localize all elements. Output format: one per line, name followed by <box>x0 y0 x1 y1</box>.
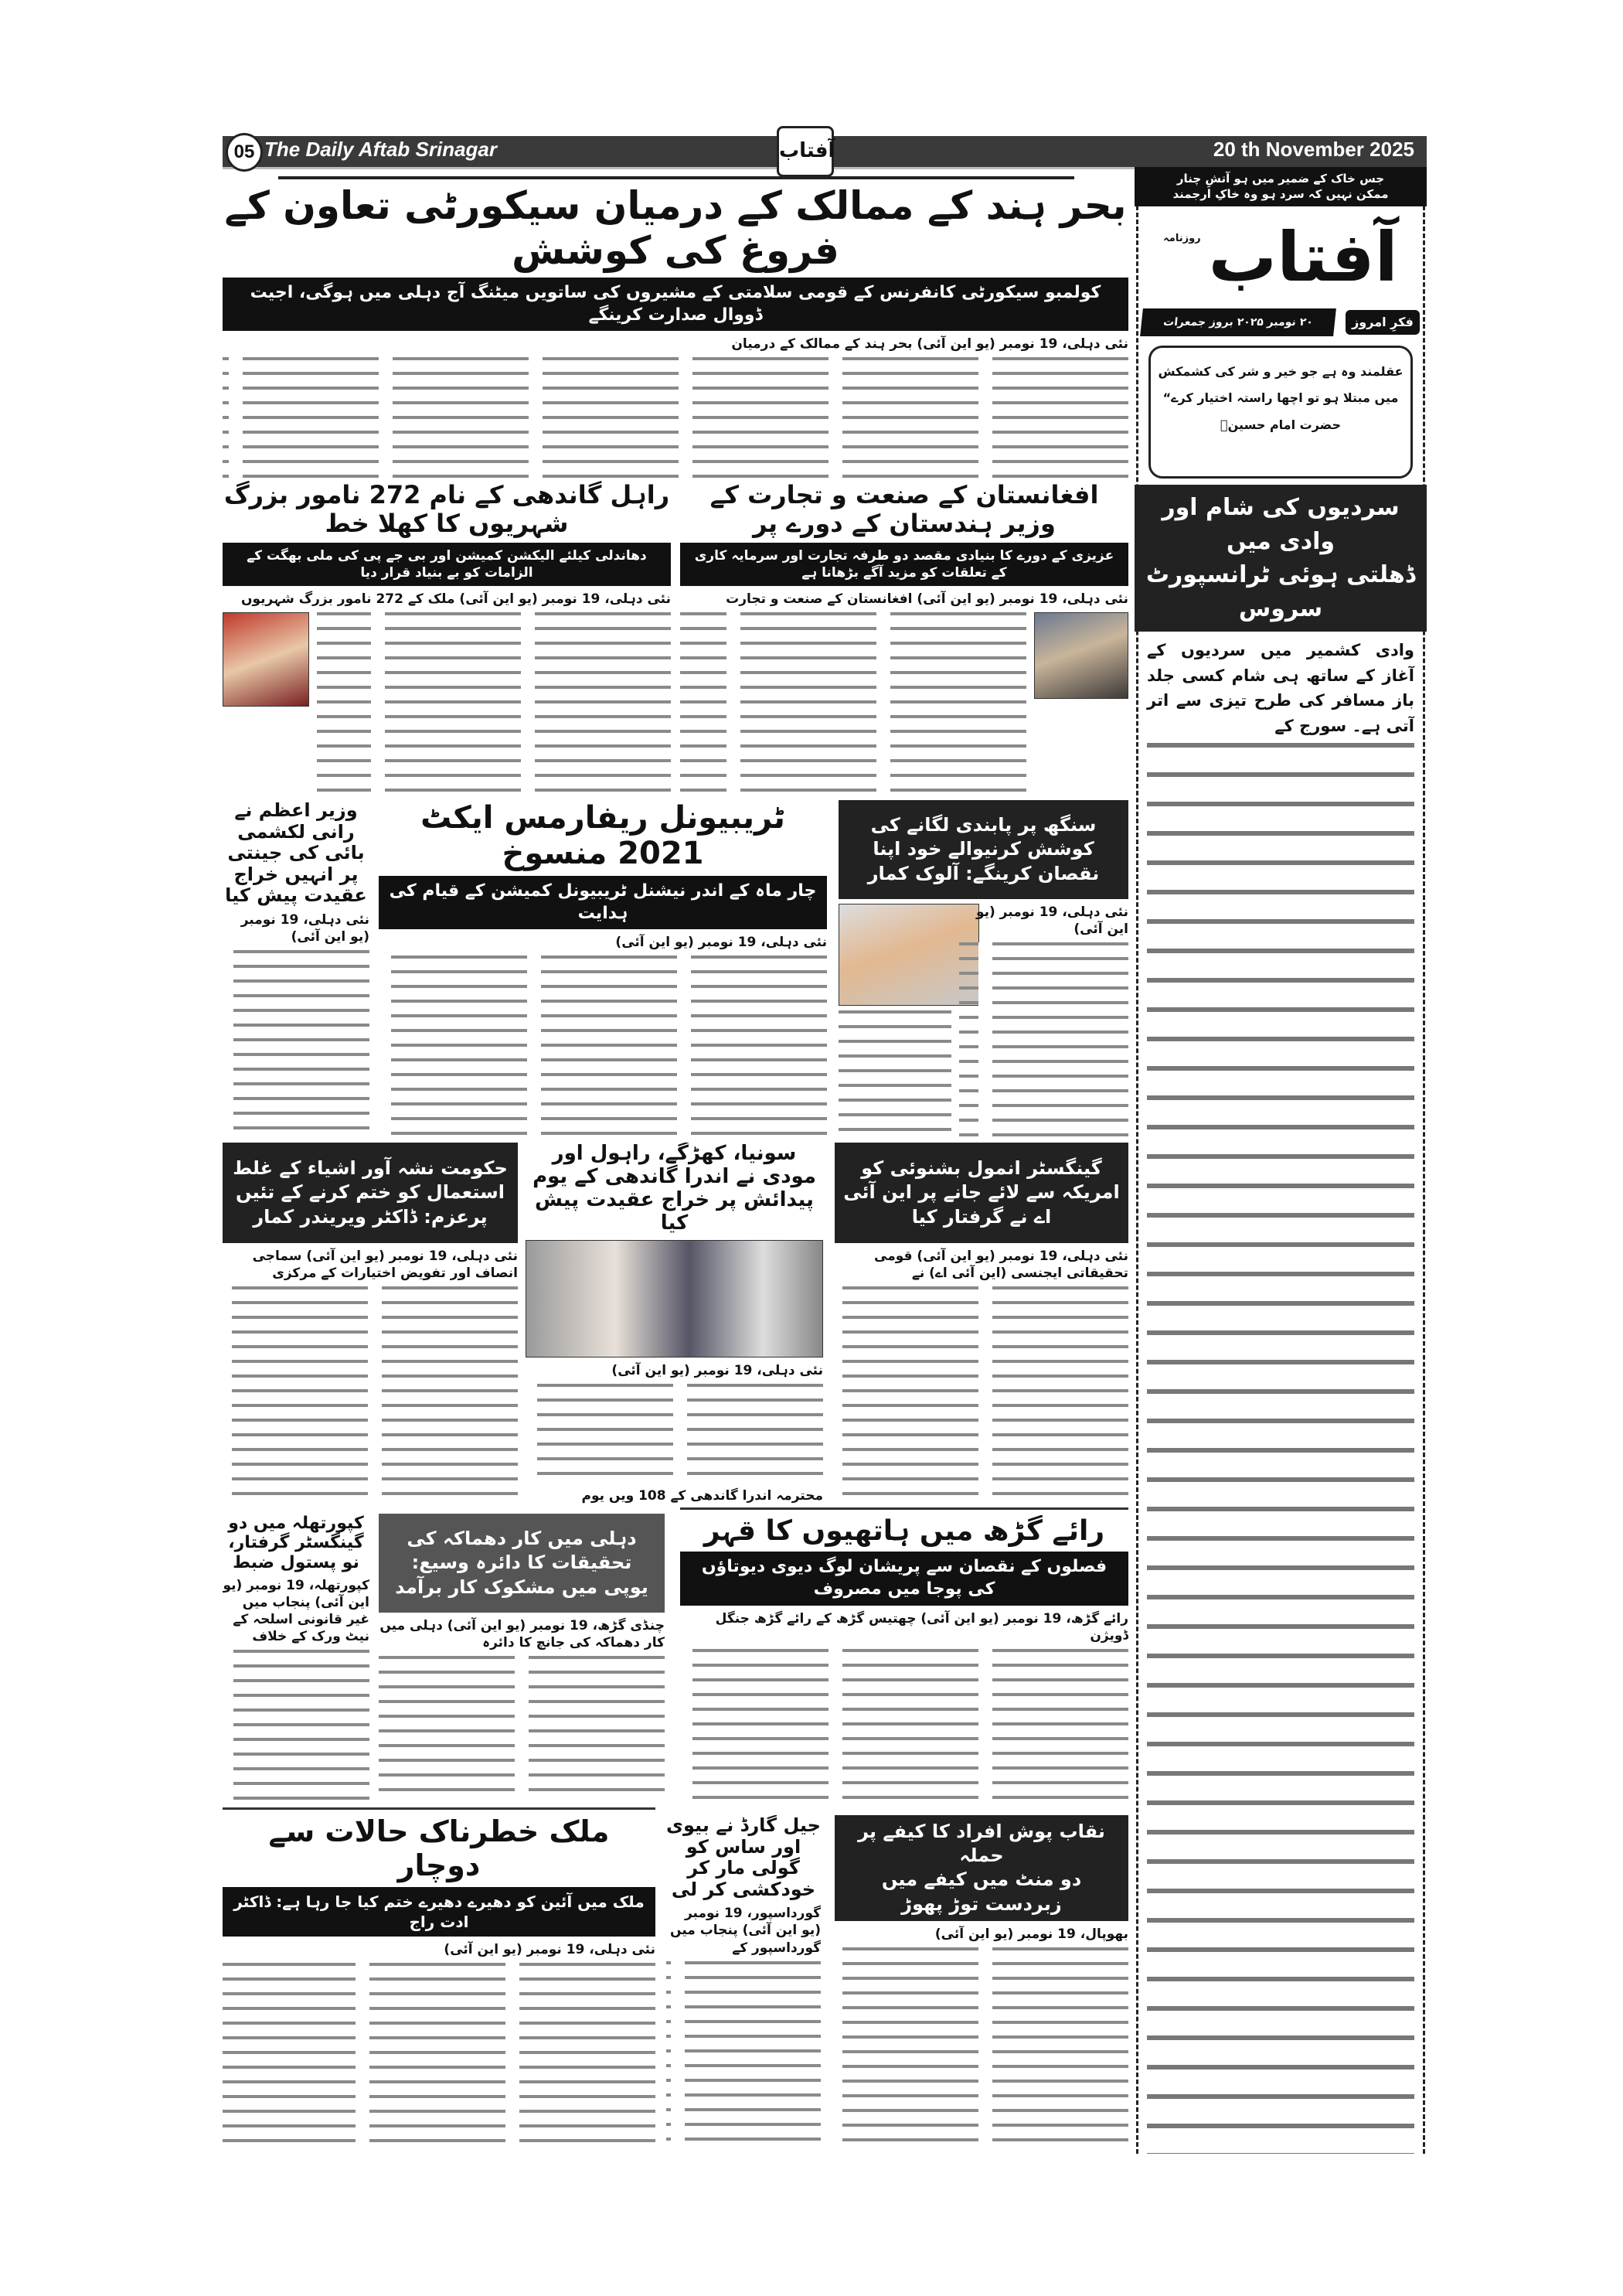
delhi-blast-headline: دہلی میں کار دھماکہ کی تحقیقات کا دائرہ وسیع: <box>407 1528 637 1574</box>
indira-tribute-article <box>526 1143 823 1504</box>
tribunal-subheadline: چار ماہ کے اندر نیشنل ٹریبیونل کمیشن کے قیام کی ہدایت <box>379 876 827 929</box>
divider <box>223 1807 655 1810</box>
quote-line-2: میں مبتلا ہو تو اچھا راستہ اختیار کرے“ <box>1162 390 1399 406</box>
editorial-headline: سردیوں کی شام اور وادی میں <box>1162 494 1400 555</box>
drugs-body <box>223 1286 518 1504</box>
masthead-logo-sub: روزنامہ <box>1163 233 1201 244</box>
afghan-minister-body <box>680 612 1128 794</box>
editorial-body <box>1135 638 1427 2154</box>
drugs-article <box>223 1143 518 1504</box>
afghan-minister-headline: افغانستان کے صنعت و تجارت کے وزیر ہندستان کے دورے پر <box>709 481 1099 538</box>
jail-guard-article <box>666 1815 821 2152</box>
udit-raj-lede: نئی دہلی، 19 نومبر (یو این آئی) <box>444 1942 655 1958</box>
lead-story <box>223 184 1128 478</box>
masthead-logo: آفتاب <box>1208 217 1398 297</box>
alok-kumar-text <box>959 942 1128 1136</box>
alok-kumar-body <box>839 904 1128 1136</box>
lead-lede: نئی دہلی، 19 نومبر (یو این آئی) بحر ہند کے ممالک کے درمیان <box>731 336 1128 353</box>
udit-raj-headline: ملک خطرناک حالات سے دوچار <box>268 1815 610 1882</box>
drugs-headline: حکومت نشہ آور اشیاء کے غلط استعمال کو ختم کرنے کے تئیں پرعزم: ڈاکٹر ویریندر کمار <box>223 1143 518 1243</box>
motto-line-1: جس خاک کے ضمیر میں ہو آتشِ چنار <box>1176 172 1385 186</box>
fikr-e-imroz-label: فکرِ امروز <box>1346 310 1420 335</box>
motto-line-2: ممکن نہیں کہ سرد ہو وہ خاکِ ارجمند <box>1172 186 1389 201</box>
afghan-minister-article <box>680 481 1128 794</box>
jail-guard-body <box>666 1961 821 2152</box>
kapurthala-article <box>223 1514 369 1800</box>
afghan-minister-text <box>680 612 1026 794</box>
rahul-letter-subheadline: دھاندلی کیلئے الیکشن کمیشن اور بی جے پی کی ملی بھگت کے الزامات کو بے بنیاد قرار دیا <box>223 543 671 586</box>
anmol-bishnoi-article <box>835 1143 1128 1500</box>
anmol-bishnoi-lede: نئی دہلی، 19 نومبر (یو این آئی) قومی تحقیقاتی ایجنسی (این آئی اے) نے <box>874 1248 1128 1282</box>
masthead-motto <box>1135 167 1427 206</box>
quote-line-1: عقلمند وہ ہے جو خیر و شر کی کشمکش <box>1158 364 1404 379</box>
pm-tribute-body <box>223 950 369 1136</box>
divider <box>278 176 1074 179</box>
cafe-attack-headline-box <box>835 1815 1128 1921</box>
quote-box <box>1148 346 1413 479</box>
raigarh-lede: رائے گڑھ، 19 نومبر (یو این آئی) چھتیس گڑھ کے رائے گڑھ جنگل ڈویژن <box>715 1610 1128 1644</box>
drugs-lede: نئی دہلی، 19 نومبر (یو این آئی) سماجی انصاف اور تفویض اختیارات کے مرکزی <box>252 1248 518 1282</box>
tribunal-body <box>379 956 827 1136</box>
raigarh-body <box>680 1649 1128 1800</box>
masthead-column <box>1135 167 1427 2154</box>
rahul-letter-lede: نئی دہلی، 19 نومبر (یو این آئی) ملک کے 272 نامور بزرگ شہریوں <box>241 591 671 607</box>
alok-kumar-photo <box>839 904 979 1006</box>
indira-tribute-headline: سونیا، کھڑگے، راہول اور مودی نے اندرا گاندھی کے یوم پیدائش پر خراج عقیدت پیش کیا <box>532 1143 816 1235</box>
udit-raj-article <box>223 1815 655 2152</box>
afghan-minister-subheadline: عزیزی کے دورے کا بنیادی مقصد دو طرفہ تجارت اور سرمایہ کاری کے تعلقات کو مزید آگے بڑھانا ہے <box>680 543 1128 586</box>
rahul-letter-text <box>317 612 671 794</box>
masthead-logo-block <box>1135 213 1427 302</box>
rahul-letter-headline: راہل گاندھی کے نام 272 نامور بزرگ شہریوں کا کھلا خط <box>223 481 670 538</box>
kapurthala-headline: کپورتھلہ میں دو گینگسٹر گرفتار، نو پستول ضبط <box>228 1514 364 1572</box>
raigarh-subheadline: فصلوں کے نقصان سے پریشان لوگ دیوی دیوتاؤں کی پوجا میں مصروف <box>680 1552 1128 1605</box>
udit-raj-body <box>223 1963 655 2152</box>
delhi-blast-body <box>379 1656 665 1800</box>
paper-name: The Daily Aftab Srinagar <box>264 138 497 161</box>
masthead-date-row <box>1135 308 1427 336</box>
editorial-lede: وادی کشمیر میں سردیوں کے آغاز کے ساتھ ہی شام کسی جلد باز مسافر کی طرح تیزی سے اتر آتی ہے۔ سورج کے <box>1147 641 1414 735</box>
alok-kumar-body-cont <box>839 1010 951 1136</box>
anmol-bishnoi-headline: گینگسٹر انمول بشنوئی کو امریکہ سے لائے جانے پر این آئی اے نے گرفتار کیا <box>835 1143 1128 1243</box>
editorial-text <box>1147 743 1414 2154</box>
cafe-attack-body <box>835 1947 1128 2152</box>
jail-guard-headline: جیل گارڈ نے بیوی اور ساس کو گولی مار کر خودکشی کر لی <box>666 1815 821 1900</box>
delhi-blast-article <box>379 1514 665 1800</box>
raigarh-article <box>680 1515 1128 1800</box>
editorial-headline-2: ڈھلتی ہوئی ٹرانسپورٹ سروس <box>1145 561 1416 622</box>
header-logo: آفتاب <box>777 126 834 177</box>
udit-raj-subheadline: ملک میں آئین کو دھیرے دھیرے ختم کیا جا رہا ہے: ڈاکٹر ادت راج <box>223 1887 655 1937</box>
delhi-blast-headline-2: یوپی میں مشکوک کار برآمد <box>395 1576 648 1598</box>
pm-tribute-headline: وزیر اعظم نے رانی لکشمی بائی کی جینتی پر انہیں خراج عقیدت پیش کیا <box>225 800 367 907</box>
indira-tribute-body <box>526 1384 823 1483</box>
afghan-minister-photo <box>1034 612 1128 699</box>
delhi-blast-lede: چنڈی گڑھ، 19 نومبر (یو این آئی) دہلی میں کار دھماکہ کی جانچ کا دائرہ <box>379 1618 665 1651</box>
alok-kumar-headline: سنگھ پر پابندی لگانے کی کوشش کرنیوالے خود اپنا نقصان کرینگے: آلوک کمار <box>839 800 1128 899</box>
tribunal-lede: نئی دہلی، 19 نومبر (یو این آئی) <box>615 935 827 951</box>
cafe-attack-headline: نقاب پوش افراد کا کیفے پر حملہ <box>858 1821 1105 1867</box>
page-number: 05 <box>226 133 263 172</box>
raigarh-headline: رائے گڑھ میں ہاتھیوں کا قہر <box>703 1515 1105 1547</box>
issue-date: 20 th November 2025 <box>1213 138 1414 161</box>
indira-tribute-lede: نئی دہلی، 19 نومبر (یو این آئی) <box>611 1362 823 1378</box>
alok-kumar-article <box>839 800 1128 1136</box>
lead-body <box>223 357 1128 478</box>
lead-headline: بحر ہند کے ممالک کے درمیان سیکورٹی تعاون کے فروغ کی کوشش <box>224 184 1127 273</box>
cafe-attack-article <box>835 1815 1128 2152</box>
kapurthala-lede: کپورتھلہ، 19 نومبر (یو این آئی) پنجاب میں غیر قانونی اسلحہ کے نیٹ ورک کے خلاف <box>223 1577 369 1645</box>
indira-tribute-photo <box>526 1240 823 1358</box>
kapurthala-body <box>223 1650 369 1800</box>
quote-attribution: حضرت امام حسینؓ <box>1220 417 1341 432</box>
alok-kumar-lede: نئی دہلی، 19 نومبر (یو این آئی) <box>975 904 1128 938</box>
pm-tribute-article <box>223 800 369 1136</box>
delhi-blast-headline-box <box>379 1514 665 1613</box>
tribunal-article <box>379 800 827 1136</box>
tribunal-headline: ٹریبیونل ریفارمس ایکٹ 2021 منسوخ <box>420 800 785 871</box>
urdu-date: ۲۰ نومبر ۲۰۲۵ بروز جمعرات <box>1140 308 1336 336</box>
indira-tribute-tail: محترمہ اندرا گاندھی کے 108 ویں یوم <box>581 1487 823 1504</box>
cafe-attack-lede: بھوپال، 19 نومبر (یو این آئی) <box>934 1926 1128 1942</box>
afghan-minister-lede: نئی دہلی، 19 نومبر (یو این آئی) افغانستان کے صنعت و تجارت <box>726 591 1128 607</box>
rahul-gandhi-photo <box>223 612 309 707</box>
divider <box>680 1507 1128 1510</box>
rahul-letter-body <box>223 612 671 794</box>
pm-tribute-lede: نئی دہلی، 19 نومبر (یو این آئی) <box>240 911 369 945</box>
rahul-letter-article <box>223 481 671 794</box>
jail-guard-lede: گورداسپور، 19 نومبر (یو این آئی) پنجاب میں گورداسپور کے <box>670 1906 821 1956</box>
anmol-bishnoi-body <box>835 1286 1128 1500</box>
editorial-headline-box <box>1135 485 1427 632</box>
lead-subheadline: کولمبو سیکورٹی کانفرنس کے قومی سلامتی کے مشیروں کی ساتویں میٹنگ آج دہلی میں ہوگی، اجیت ڈووال صدارت کرینگے <box>223 278 1128 331</box>
cafe-attack-headline-2: دو منٹ میں کیفے میں زبردست توڑ پھوڑ <box>881 1868 1082 1915</box>
